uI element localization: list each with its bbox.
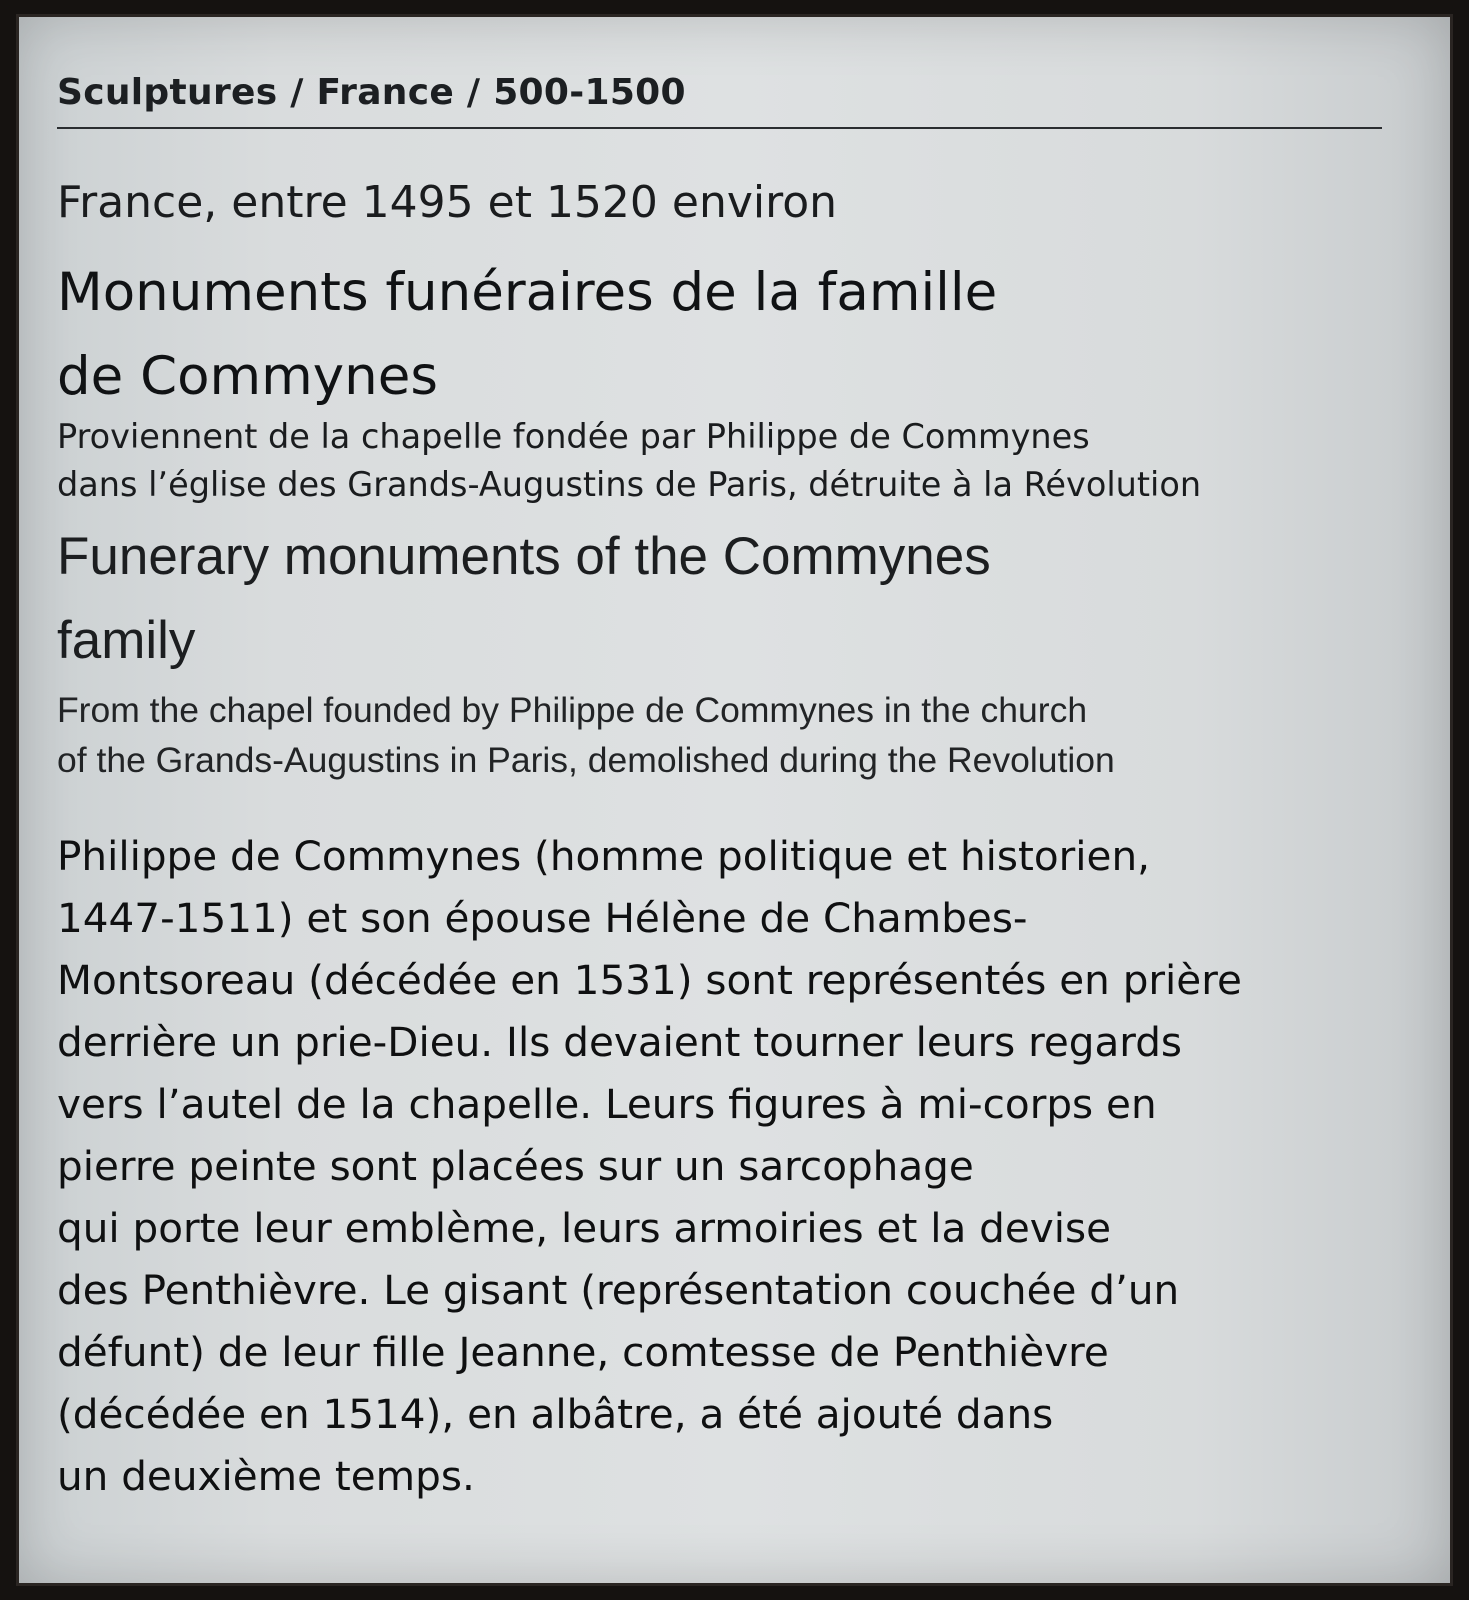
provenance-french xyxy=(57,413,1427,509)
title-french-line: Monuments funéraires de la famille xyxy=(57,262,998,323)
description-line: derrière un prie-Dieu. Ils devaient tourner leurs regards xyxy=(57,1018,1183,1066)
description-line: un deuxième temps. xyxy=(57,1452,475,1500)
divider-rule xyxy=(57,127,1382,129)
description-line: qui porte leur emblème, leurs armoiries et la devise xyxy=(57,1204,1112,1252)
museum-label-panel xyxy=(16,14,1453,1586)
title-english-line: Funerary monuments of the Commynes xyxy=(57,527,991,586)
title-english xyxy=(57,515,1427,683)
provenance-french-line: dans l’église des Grands-Augustins de Paris, détruite à la Révolution xyxy=(57,465,1202,504)
description-line: pierre peinte sont placées sur un sarcophage xyxy=(57,1142,974,1190)
description-line: (décédée en 1514), en albâtre, a été ajouté dans xyxy=(57,1390,1054,1438)
provenance-english-line: From the chapel founded by Philippe de Commynes in the church xyxy=(57,690,1088,730)
date-line: France, entre 1495 et 1520 environ xyxy=(57,177,838,228)
description-line: Philippe de Commynes (homme politique et historien, xyxy=(57,832,1150,880)
title-french xyxy=(57,251,1427,419)
description-line: Montsoreau (décédée en 1531) sont représentés en prière xyxy=(57,956,1242,1004)
description-line: vers l’autel de la chapelle. Leurs figures à mi-corps en xyxy=(57,1080,1157,1128)
provenance-english xyxy=(57,685,1427,785)
description-line: 1447-1511) et son épouse Hélène de Chambes- xyxy=(57,894,1028,942)
description-line: des Penthièvre. Le gisant (représentation couchée d’un xyxy=(57,1266,1180,1314)
provenance-english-line: of the Grands-Augustins in Paris, demolished during the Revolution xyxy=(57,740,1115,780)
description-line: défunt) de leur fille Jeanne, comtesse de Penthièvre xyxy=(57,1328,1109,1376)
label-content xyxy=(57,67,1427,1507)
category-heading: Sculptures / France / 500-1500 xyxy=(57,72,686,113)
title-french-line: de Commynes xyxy=(57,346,438,407)
description-french xyxy=(57,825,1427,1507)
title-english-line: family xyxy=(57,611,196,670)
provenance-french-line: Proviennent de la chapelle fondée par Philippe de Commynes xyxy=(57,417,1090,456)
